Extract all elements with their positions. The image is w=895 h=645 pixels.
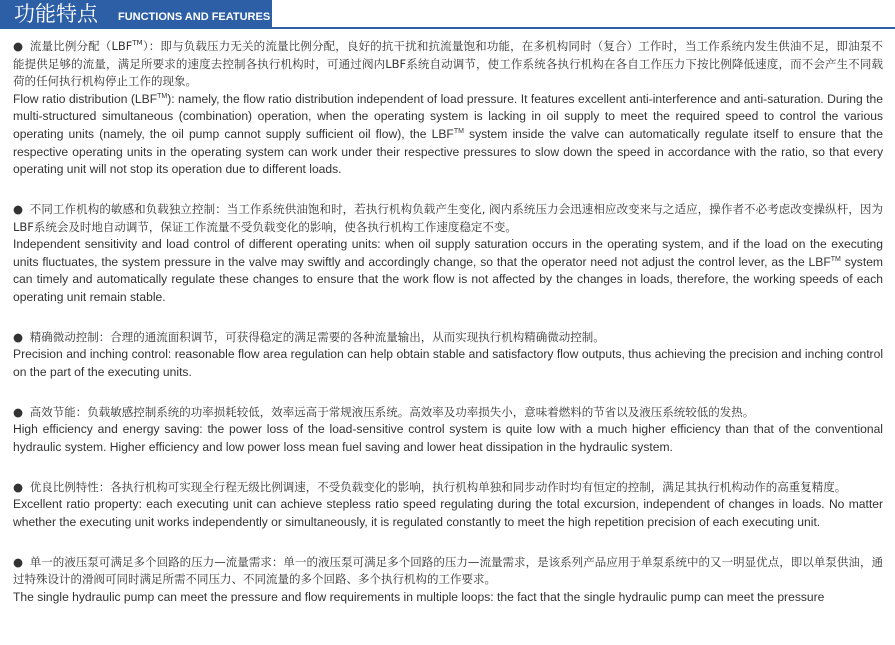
feature-text-cn: ● 流量比例分配（LBF™）：即与负载压力无关的流量比例分配，良好的抗干扰和抗流量饱和功能，在多机构同时（复合）工作时，当工作系统内发生供油不足，即油泵不能提供足够的流量，满足所要求的速度去控制各执行机构时，可通过阀内LBF系统自动调节，使工作系统各执行机构在各自工作压力下按比例降低速度，而不会产生不同载荷的任何执行机构停止工作的现象。 — [13, 39, 883, 88]
feature-single-pump-multiple-loops — [13, 554, 883, 607]
feature-independent-load-control — [13, 201, 883, 307]
feature-text-en: Precision and inching control: reasonable flow area regulation can help obtain stable and satisfactory flow outputs, thus achieving the precision and inching control on the part of the executing units. — [13, 347, 883, 380]
bullet-icon: ● — [13, 404, 24, 419]
bullet-icon: ● — [13, 479, 24, 494]
feature-precision-inching-control — [13, 329, 883, 382]
bullet-icon: ● — [13, 329, 24, 344]
feature-text-en: High efficiency and energy saving: the power loss of the load-sensitive control system is quite low with a much higher efficiency than that of the conventional hydraulic system. Higher efficiency and low power loss mean fuel saving and lower heat dissipation in the hydraulic system. — [13, 422, 883, 454]
feature-text-cn: ● 精确微动控制：合理的通流面积调节，可获得稳定的满足需要的各种流量输出，从而实现执行机构精确微动控制。 — [13, 329, 883, 347]
section-header — [0, 0, 895, 29]
features-content — [13, 38, 883, 628]
header-underline — [0, 27, 895, 29]
feature-text-cn: ● 优良比例特性：各执行机构可实现全行程无级比例调速，不受负载变化的影响，执行机构单独和同步动作时均有恒定的控制，满足其执行机构动作的高重复精度。 — [13, 479, 883, 497]
header-title-cn: 功能特点 — [14, 2, 98, 26]
bullet-icon: ● — [13, 202, 24, 217]
feature-text-en: Flow ratio distribution (LBF™): namely, the flow ratio distribution independent of load pressure. It features excellent anti-interference and anti-saturation. During the multi-structured simultaneous (combination) operation, when the operating system is lacking in oil supply to meet the required speed to control the various operating units (namely, the oil pump cannot supply sufficient oil flow), the LBF™ system inside the valve can automatically regulate itself to ensure that the respective operating units in the operating system can work under their respective pressures to slow down the speed in accordance with the ratio, so that every operating unit will not stop its operation due to different loads. — [13, 91, 883, 177]
bullet-icon: ● — [13, 554, 24, 569]
feature-text-cn: ● 单一的液压泵可满足多个回路的压力—流量需求：单一的液压泵可满足多个回路的压力—流量需求，是该系列产品应用于单泵系统中的又一明显优点，即以单泵供油，通过特殊设计的滑阀可同时满足所需不同压力、不同流量的多个回路、多个执行机构的工作要求。 — [13, 554, 883, 587]
feature-excellent-ratio-property — [13, 479, 883, 532]
feature-text-cn: ● 高效节能：负载敏感控制系统的功率损耗较低，效率远高于常规液压系统。高效率及功率损失小，意味着燃料的节省以及液压系统较低的发热。 — [13, 404, 883, 422]
feature-text-en: Independent sensitivity and load control of different operating units: when oil supply saturation occurs in the operating system, and if the load on the executing units fluctuates, the system pressure in the valve may swiftly and accordingly change, so that the operator need not adjust the control lever, as the LBF™ system can timely and automatically regulate these changes to ensure that the work flow is not affected by the changes in loads, therefore, the working speeds of each operating unit remain stable. — [13, 237, 883, 305]
bullet-icon: ● — [13, 39, 24, 53]
feature-flow-ratio-distribution — [13, 38, 883, 179]
header-title-en: FUNCTIONS AND FEATURES — [118, 11, 271, 23]
feature-text-en: The single hydraulic pump can meet the pressure and flow requirements in multiple loops: the fact that the single hydraulic pump can meet the pressure — [13, 589, 825, 604]
feature-text-en: Excellent ratio property: each executing unit can achieve stepless ratio speed regulating during the total excursion, independent of changes in loads. No matter whether the executing unit works independently or simultaneously, it is regulated constantly to meet the high repetition precision of each executing unit. — [13, 497, 883, 529]
feature-text-cn: ● 不同工作机构的敏感和负载独立控制：当工作系统供油饱和时，若执行机构负载产生变化, 阀内系统压力会迅速相应改变来与之适应，操作者不必考虑改变操纵杆，因为LBF系统会及时地自动调节，保证工作流量不受负载变化的影响，使各执行机构工作速度稳定不变。 — [13, 202, 883, 234]
feature-high-efficiency — [13, 404, 883, 457]
